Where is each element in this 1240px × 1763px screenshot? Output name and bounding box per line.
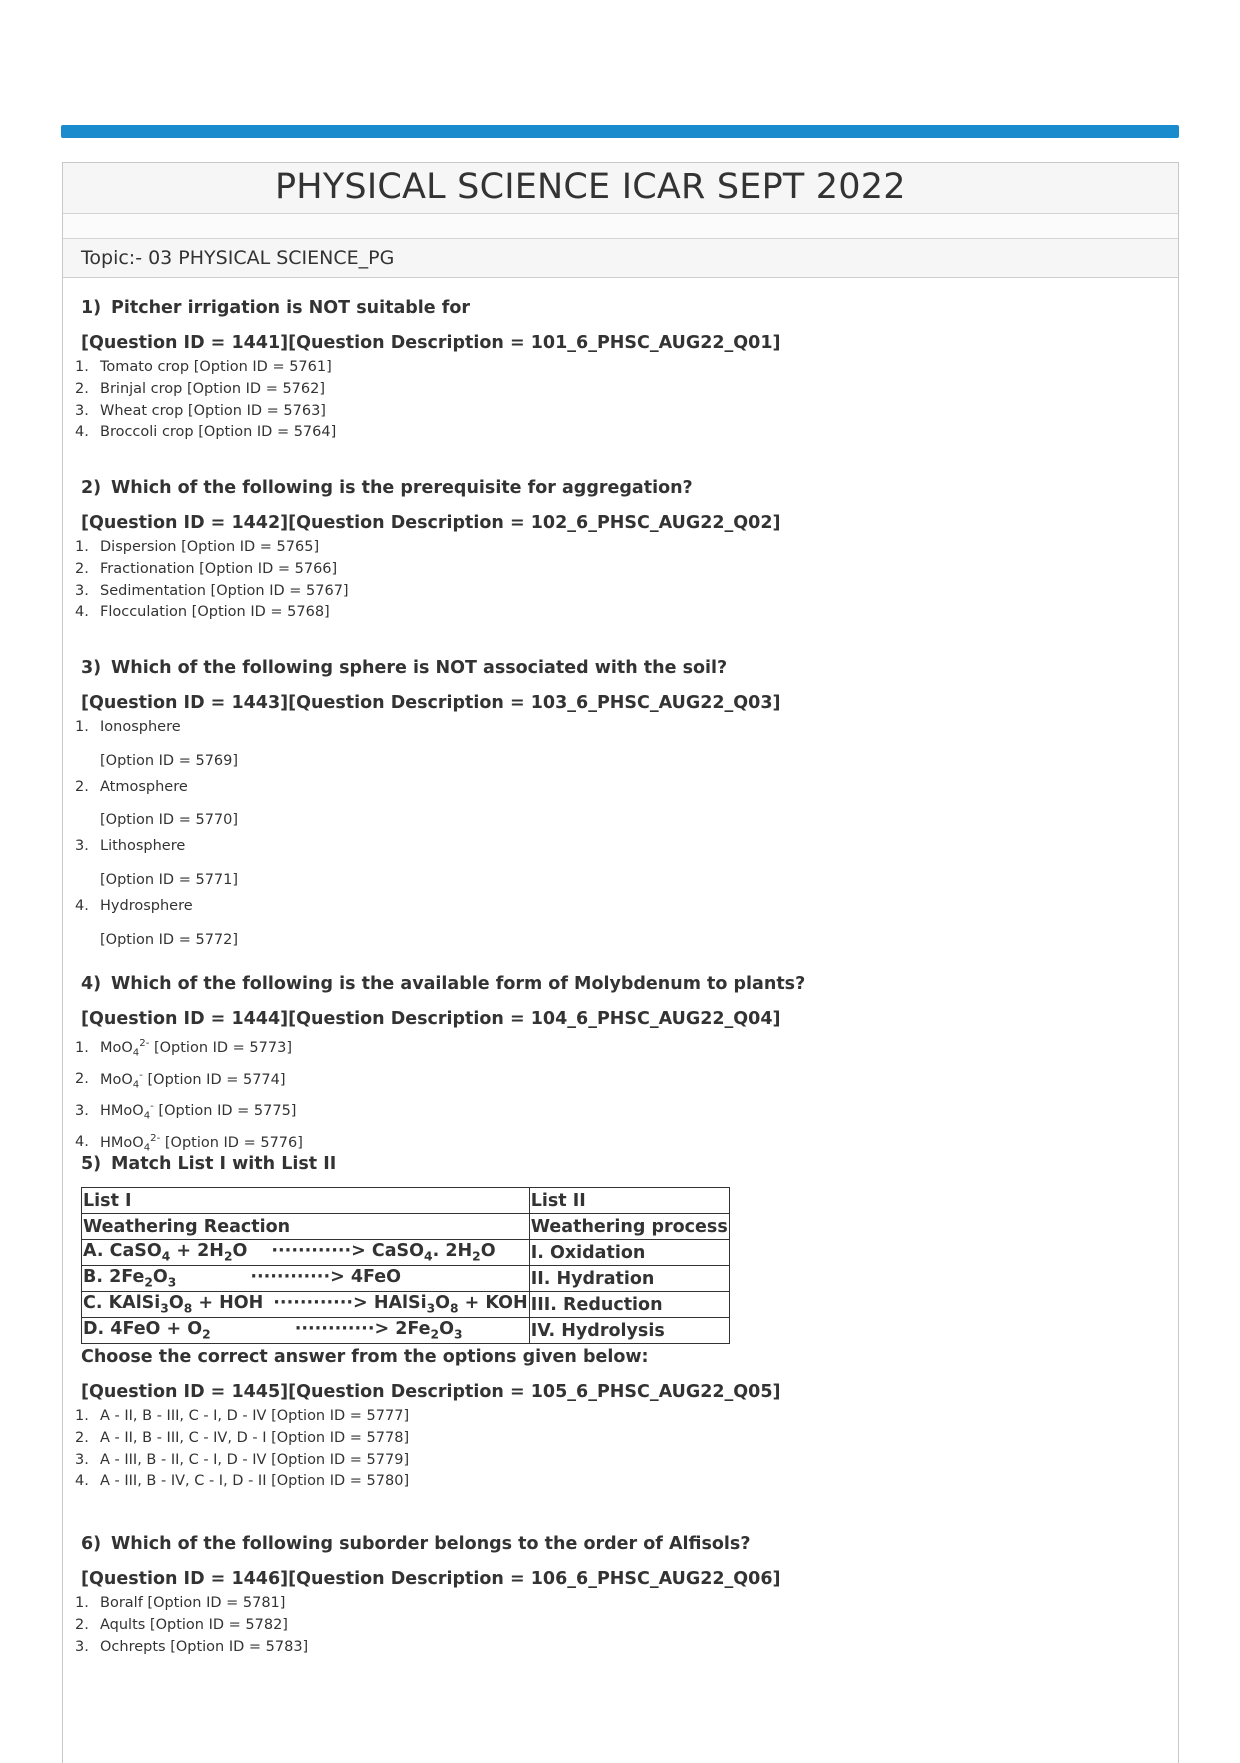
option-item[interactable] — [75, 1033, 799, 1065]
option-id: [Option ID = 5775] — [158, 1102, 297, 1119]
question-3 — [75, 658, 781, 955]
reaction-cell — [82, 1318, 530, 1344]
option-number: 1. — [75, 359, 89, 375]
table-row — [82, 1318, 730, 1344]
formula-sub: 4 — [132, 1079, 140, 1091]
chem-text: O — [435, 1293, 451, 1314]
option-number: 2. — [75, 380, 89, 397]
chem-text: HAlSi — [373, 1293, 427, 1314]
formula: MoO — [100, 1071, 133, 1088]
chem-sub: 8 — [450, 1301, 459, 1316]
question-text: Which of the following is the available form of Molybdenum to plants? — [111, 974, 806, 994]
formula-sub: 4 — [143, 1110, 151, 1122]
question-meta: [Question ID = 1445][Question Description = 105_6_PHSC_AUG22_Q05] — [81, 1382, 781, 1402]
page-title: PHYSICAL SCIENCE ICAR SEPT 2022 — [275, 167, 906, 207]
question-title — [81, 1154, 781, 1174]
option-item[interactable] — [75, 1593, 775, 1615]
reaction-cell — [82, 1240, 530, 1266]
chem-text: D. 4FeO + O — [83, 1319, 203, 1340]
chem-text: O — [480, 1241, 496, 1262]
table-row — [82, 1266, 730, 1292]
table-header: List I — [82, 1188, 530, 1214]
option-item[interactable] — [75, 836, 775, 892]
table-row — [82, 1292, 730, 1318]
option-item[interactable] — [75, 1637, 775, 1659]
option-text: A - II, B - III, C - I, D - IV [Option ID = 5777] — [100, 1408, 410, 1424]
option-list — [75, 357, 775, 444]
option-list — [75, 1593, 775, 1658]
reaction-arrow: ············> — [294, 1319, 396, 1340]
option-list — [75, 537, 775, 624]
title-box — [63, 163, 1178, 214]
question-title — [81, 298, 781, 318]
question-text: Which of the following is the prerequisite for aggregation? — [111, 478, 693, 498]
option-id: [Option ID = 5771] — [100, 871, 239, 888]
option-number: 4. — [75, 897, 89, 914]
spacer-row — [63, 214, 1178, 239]
option-number: 2. — [75, 778, 89, 795]
question-number: 6) — [81, 1534, 102, 1554]
question-text: Which of the following sphere is NOT associated with the soil? — [111, 658, 728, 678]
option-text: A - III, B - II, C - I, D - IV [Option ID = 5779] — [100, 1451, 410, 1468]
question-meta: [Question ID = 1444][Question Description = 104_6_PHSC_AUG22_Q04] — [81, 1009, 781, 1029]
table-subheader: Weathering Reaction — [82, 1214, 530, 1240]
chem-sub: 8 — [183, 1301, 193, 1316]
chem-sub: 3 — [160, 1301, 169, 1316]
option-text: Boralf [Option ID = 5781] — [100, 1595, 286, 1611]
process-cell: I. Oxidation — [529, 1240, 729, 1266]
table-header: List II — [529, 1188, 729, 1214]
question-number: 5) — [81, 1154, 102, 1174]
chem-text: CaSO — [371, 1241, 425, 1262]
header-accent-bar — [61, 125, 1179, 138]
option-number: 4. — [75, 1473, 89, 1490]
chem-sub: 3 — [167, 1275, 177, 1290]
option-text: Aqults [Option ID = 5782] — [100, 1616, 288, 1633]
option-number: 4. — [75, 1134, 89, 1151]
option-item[interactable] — [75, 581, 775, 603]
option-item[interactable] — [75, 1096, 799, 1128]
option-text: Wheat crop [Option ID = 5763] — [100, 402, 326, 419]
option-item[interactable] — [75, 379, 775, 401]
option-number: 1. — [75, 1595, 89, 1611]
chem-text: + 2H — [170, 1241, 224, 1262]
option-number: 3. — [75, 402, 89, 419]
option-number: 3. — [75, 838, 89, 855]
option-text: Sedimentation [Option ID = 5767] — [100, 582, 349, 599]
option-number: 2. — [75, 560, 89, 577]
option-item[interactable] — [75, 559, 775, 581]
table-subheader-row — [82, 1214, 730, 1240]
chem-sub: 4 — [161, 1249, 171, 1264]
option-id: [Option ID = 5773] — [153, 1039, 292, 1056]
formula-sub: 4 — [143, 1142, 151, 1154]
option-number: 2. — [75, 1429, 89, 1446]
chem-text: B. 2Fe — [83, 1267, 145, 1288]
question-meta: [Question ID = 1443][Question Description = 103_6_PHSC_AUG22_Q03] — [81, 693, 781, 713]
formula-sup: 2- — [139, 1038, 150, 1049]
chem-sub: 2 — [202, 1327, 211, 1342]
chem-text: O — [439, 1319, 454, 1340]
option-item[interactable] — [75, 357, 775, 379]
reaction-arrow: ············> — [250, 1267, 351, 1288]
option-item[interactable] — [75, 717, 775, 773]
option-text: A - II, B - III, C - IV, D - I [Option ID = 5778] — [100, 1429, 410, 1446]
process-cell: III. Reduction — [529, 1292, 729, 1318]
option-id: [Option ID = 5772] — [100, 931, 239, 948]
option-text: Brinjal crop [Option ID = 5762] — [100, 380, 326, 397]
topic-box — [63, 239, 1178, 278]
option-text: Hydrosphere — [100, 897, 193, 914]
option-number: 1. — [75, 719, 89, 735]
reaction-cell — [82, 1266, 530, 1292]
option-text: Tomato crop [Option ID = 5761] — [100, 359, 332, 375]
option-number: 2. — [75, 1071, 89, 1088]
option-id: [Option ID = 5776] — [164, 1134, 303, 1151]
question-1 — [75, 298, 781, 444]
question-text: Match List I with List II — [111, 1154, 337, 1174]
chem-text: + HOH — [192, 1293, 264, 1314]
formula-sup: - — [150, 1101, 154, 1113]
option-number: 3. — [75, 1451, 89, 1468]
question-4 — [75, 974, 806, 1159]
question-text: Pitcher irrigation is NOT suitable for — [111, 298, 471, 318]
question-meta: [Question ID = 1446][Question Description = 106_6_PHSC_AUG22_Q06] — [81, 1569, 781, 1589]
question-2 — [75, 478, 781, 624]
topic-label: Topic:- 03 PHYSICAL SCIENCE_PG — [81, 247, 395, 269]
option-number: 3. — [75, 582, 89, 599]
option-item[interactable] — [75, 1428, 775, 1450]
chem-text: 4FeO — [350, 1267, 402, 1288]
chem-sub: 2 — [472, 1249, 481, 1264]
option-text: Broccoli crop [Option ID = 5764] — [100, 424, 337, 441]
option-number: 3. — [75, 1102, 89, 1119]
option-text: Ochrepts [Option ID = 5783] — [100, 1638, 309, 1655]
chem-text: 2Fe — [395, 1319, 431, 1340]
formula: HMoO — [100, 1134, 144, 1151]
option-item[interactable] — [75, 1471, 775, 1493]
chem-sub: 3 — [426, 1301, 436, 1316]
chem-text: O — [152, 1267, 168, 1288]
table-subheader: Weathering process — [529, 1214, 729, 1240]
table-header-row — [82, 1188, 730, 1214]
reaction-arrow: ············> — [271, 1241, 372, 1262]
formula: HMoO — [100, 1102, 144, 1119]
option-item[interactable] — [75, 602, 775, 624]
option-number: 3. — [75, 1638, 89, 1655]
option-text: Dispersion [Option ID = 5765] — [100, 539, 320, 555]
chem-text: + KOH — [458, 1293, 528, 1314]
question-meta: [Question ID = 1442][Question Description = 102_6_PHSC_AUG22_Q02] — [81, 513, 781, 533]
question-5 — [75, 1154, 781, 1493]
match-table — [81, 1187, 730, 1344]
option-item[interactable] — [75, 896, 775, 952]
question-meta: [Question ID = 1441][Question Description = 101_6_PHSC_AUG22_Q01] — [81, 333, 781, 353]
option-text: Atmosphere — [100, 778, 188, 795]
option-list — [75, 1406, 775, 1493]
reaction-cell — [82, 1292, 530, 1318]
option-text: Lithosphere — [100, 838, 186, 855]
option-list — [75, 717, 775, 951]
option-item[interactable] — [75, 1406, 775, 1428]
option-number: 1. — [75, 1039, 89, 1056]
chem-sub: 2 — [223, 1249, 233, 1264]
option-text: Flocculation [Option ID = 5768] — [100, 604, 330, 621]
question-title — [81, 478, 781, 498]
chem-text: A. CaSO — [83, 1241, 162, 1262]
option-id: [Option ID = 5774] — [147, 1071, 286, 1088]
option-item[interactable] — [75, 422, 775, 444]
option-item[interactable] — [75, 777, 775, 833]
option-item[interactable] — [75, 1615, 775, 1637]
chem-text: O — [232, 1241, 248, 1262]
chem-text: O — [168, 1293, 184, 1314]
option-number: 2. — [75, 1616, 89, 1633]
formula: MoO — [100, 1039, 133, 1056]
chem-text: . 2H — [432, 1241, 473, 1262]
option-item[interactable] — [75, 1450, 775, 1472]
question-title — [81, 1534, 781, 1554]
option-item[interactable] — [75, 537, 775, 559]
question-6 — [75, 1534, 781, 1658]
question-text: Which of the following suborder belongs to the order of Alfisols? — [111, 1534, 751, 1554]
option-text: Fractionation [Option ID = 5766] — [100, 560, 338, 577]
option-id: [Option ID = 5769] — [100, 752, 239, 769]
table-row — [82, 1240, 730, 1266]
formula-sub: 4 — [132, 1047, 140, 1059]
formula-sup: 2- — [150, 1132, 161, 1144]
chem-sub: 3 — [453, 1327, 463, 1342]
reaction-arrow: ············> — [273, 1293, 374, 1314]
formula-sup: - — [139, 1069, 143, 1081]
option-number: 1. — [75, 1408, 89, 1424]
option-number: 1. — [75, 539, 89, 555]
option-list — [75, 1033, 799, 1159]
chem-sub: 2 — [144, 1275, 153, 1290]
option-item[interactable] — [75, 1065, 799, 1097]
option-item[interactable] — [75, 401, 775, 423]
process-cell: IV. Hydrolysis — [529, 1318, 729, 1344]
option-text: Ionosphere — [100, 719, 181, 735]
option-number: 4. — [75, 424, 89, 441]
question-number: 1) — [81, 298, 102, 318]
chem-sub: 4 — [424, 1249, 433, 1264]
question-title — [81, 658, 781, 678]
question-number: 4) — [81, 974, 102, 994]
chem-text: C. KAlSi — [83, 1293, 161, 1314]
option-id: [Option ID = 5770] — [100, 812, 239, 829]
question-title — [81, 974, 805, 994]
option-text: A - III, B - IV, C - I, D - II [Option ID = 5780] — [100, 1473, 410, 1490]
question-number: 3) — [81, 658, 102, 678]
option-number: 4. — [75, 604, 89, 621]
question-number: 2) — [81, 478, 102, 498]
instruction-text: Choose the correct answer from the options given below: — [81, 1347, 649, 1367]
chem-sub: 2 — [430, 1327, 440, 1342]
process-cell: II. Hydration — [529, 1266, 729, 1292]
